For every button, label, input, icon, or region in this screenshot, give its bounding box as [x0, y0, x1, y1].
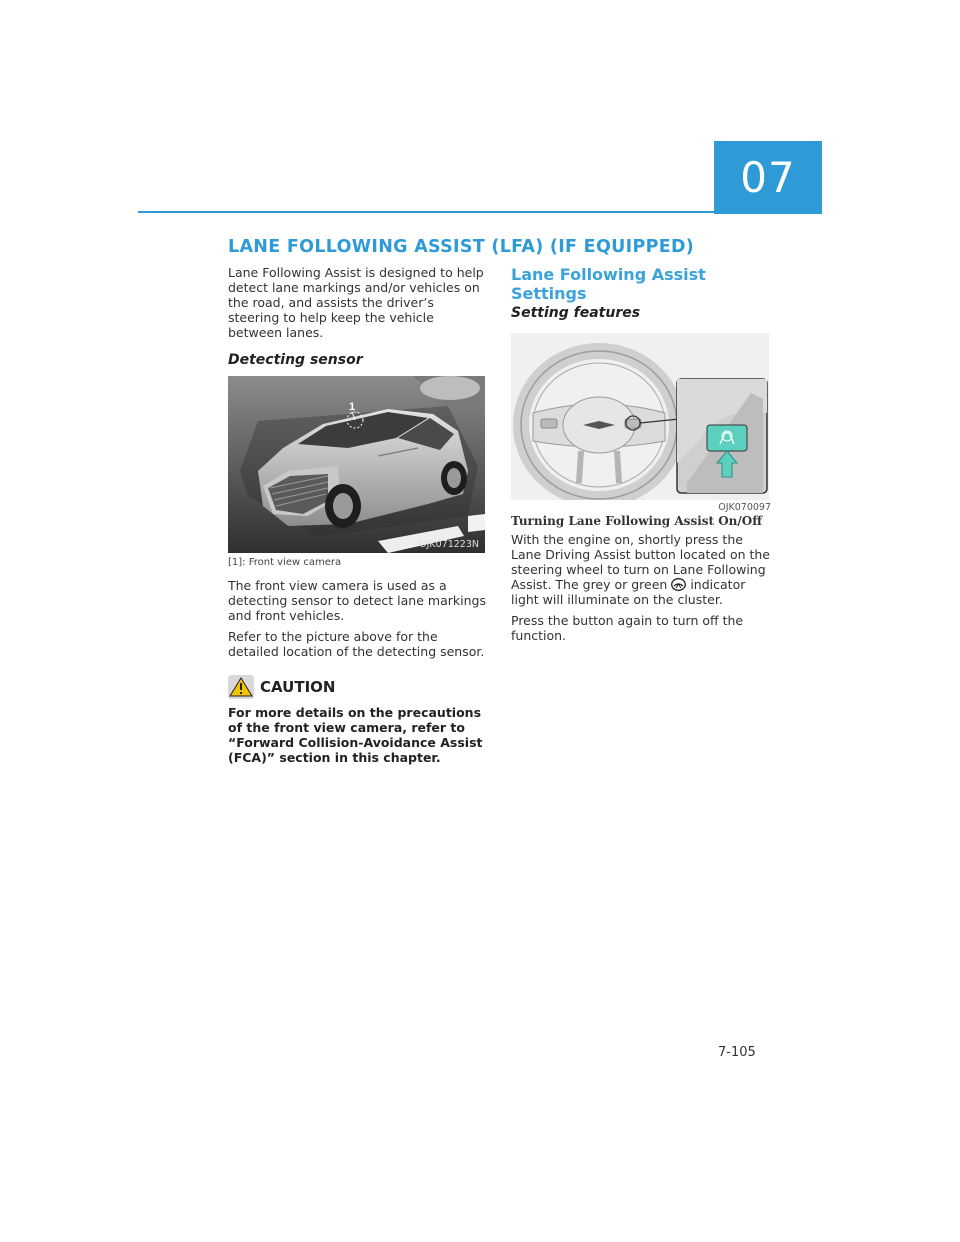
lfa-indicator-icon [671, 578, 686, 591]
section-title: LANE FOLLOWING ASSIST (LFA) (IF EQUIPPED) [228, 237, 695, 257]
turning-lfa-heading: Turning Lane Following Assist On/Off [511, 514, 763, 528]
page-number: 7-105 [718, 1045, 756, 1060]
paragraph-turn-on [511, 532, 771, 607]
detecting-sensor-heading: Detecting sensor [228, 352, 363, 368]
paragraph-turn-off: Press the button again to turn off the function. [511, 613, 744, 643]
paragraph-turn-on-part1: With the engine on, shortly press the Lane Driving Assist button located on the steering wheel to turn on Lane Following Assist. The grey or green [511, 532, 770, 592]
steering-wheel-illustration [511, 333, 769, 500]
caution-text: For more details on the precautions of the front view camera, refer to “Forward Collision-Avoidance Assist (FCA)” section in this chapter. [228, 705, 483, 765]
left-column [228, 265, 488, 765]
paragraph-refer-picture: Refer to the picture above for the detailed location of the detecting sensor. [228, 629, 485, 659]
intro-paragraph: Lane Following Assist is designed to help detect lane markings and/or vehicles on the road, and assists the driver’s steering to help keep the vehicle between lanes. [228, 265, 484, 340]
setting-features-heading: Setting features [511, 305, 641, 321]
right-column [511, 265, 771, 649]
figure-car-camera [228, 376, 485, 553]
settings-heading: Lane Following Assist Settings [511, 265, 706, 303]
paragraph-front-camera: The front view camera is used as a detecting sensor to detect lane markings and front vehicles. [228, 578, 486, 623]
camera-label-1: 1 [348, 401, 356, 413]
warning-icon [228, 675, 254, 699]
caution-header [228, 675, 488, 699]
figure-code: OJK071223N [419, 539, 479, 550]
figure-steering-wheel [511, 333, 769, 500]
header-rule [138, 211, 714, 213]
chapter-tab: 07 [714, 141, 822, 214]
figure-caption: [1]: Front view camera [228, 557, 342, 568]
caution-label: CAUTION [260, 678, 336, 696]
car-illustration [228, 376, 485, 553]
paragraph-turn-on-part2: indicator light will illuminate on the cluster. [511, 577, 746, 607]
figure-code-2: OJK070097 [718, 502, 771, 513]
